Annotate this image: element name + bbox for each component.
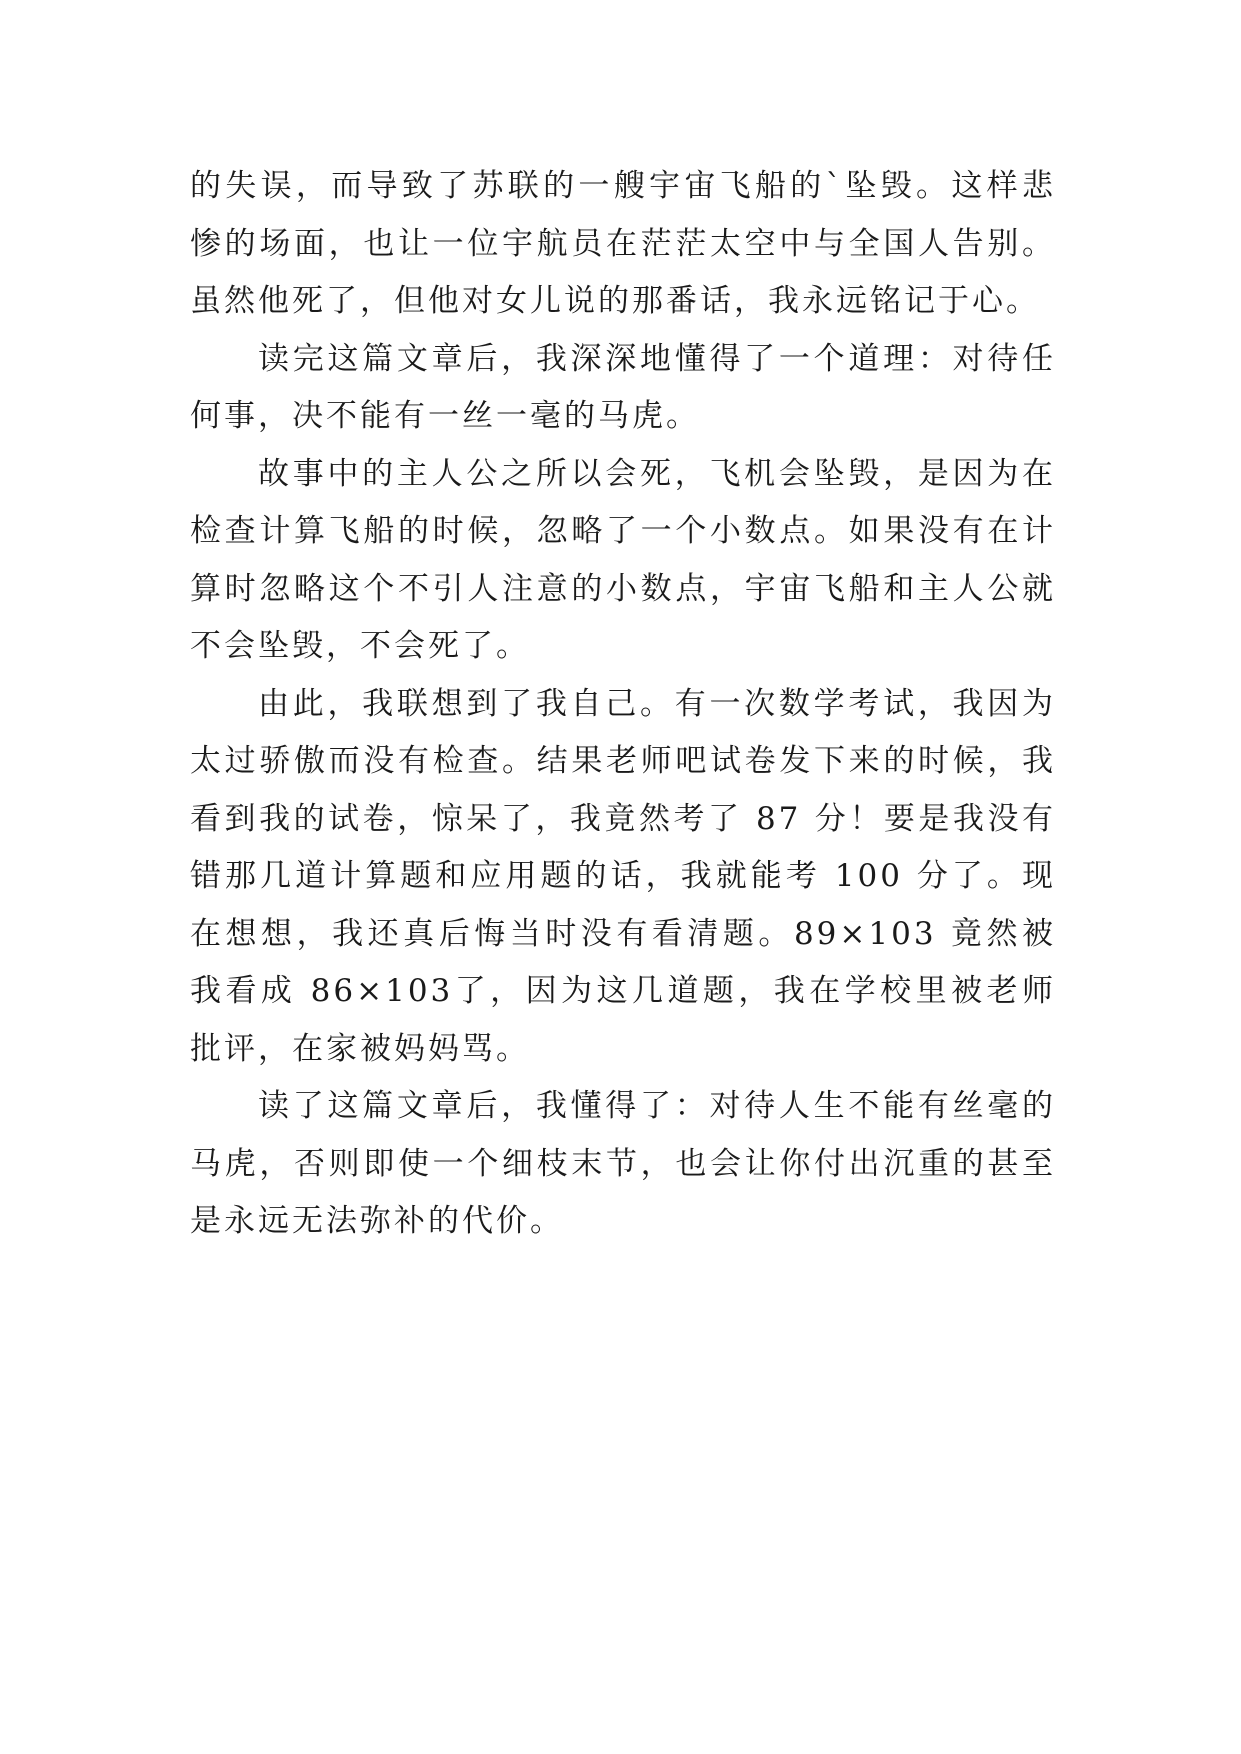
paragraph-lesson: 读完这篇文章后，我深深地懂得了一个道理：对待任何事，决不能有一丝一毫的马虎。: [190, 340, 1056, 434]
document-body: [190, 158, 1056, 1251]
paragraph-continuation: 的失误，而导致了苏联的一艘宇宙飞船的`坠毁。这样悲惨的场面，也让一位宇航员在茫茫太空中与全国人告别。虽然他死了，但他对女儿说的那番话，我永远铭记于心。: [190, 168, 1056, 319]
paragraph-personal-story: 由此，我联想到了我自己。有一次数学考试，我因为太过骄傲而没有检查。结果老师吧试卷发下来的时候，我看到我的试卷，惊呆了，我竟然考了 87 分！要是我没有错那几道计算题和应用题的话，我就能考 100 分了。现在想想，我还真后悔当时没有看清题。89×103 竟然被我看成 86×103了，因为这几道题，我在学校里被老师批评，在家被妈妈骂。: [190, 685, 1056, 1067]
paragraph-conclusion: 读了这篇文章后，我懂得了：对待人生不能有丝毫的马虎，否则即使一个细枝末节，也会让你付出沉重的甚至是永远无法弥补的代价。: [190, 1088, 1056, 1239]
paragraph-cause: 故事中的主人公之所以会死，飞机会坠毁，是因为在检查计算飞船的时候，忽略了一个小数点。如果没有在计算时忽略这个不引人注意的小数点，宇宙飞船和主人公就不会坠毁，不会死了。: [190, 455, 1056, 664]
